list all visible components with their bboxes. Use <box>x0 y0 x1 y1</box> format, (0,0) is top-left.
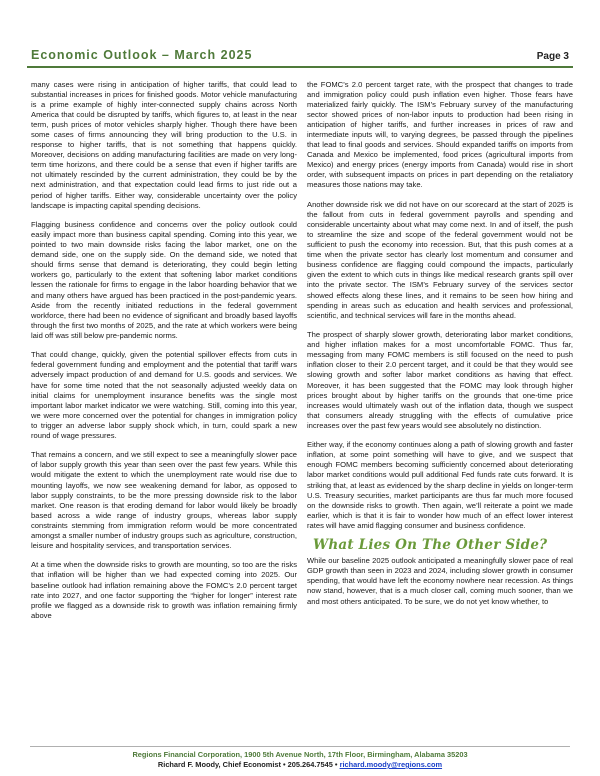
paragraph: Another downside risk we did not have on our scorecard at the start of 2025 is the fallout from cuts in federal government payrolls and spending and considerable uncertainty about what may come next. In and of itself, the push to streamline the size and scope of the federal government would not be sufficient to push the economy into recession. But, that this push comes at a time when the private sector has clearly lost momentum and consumer and business confidence are flagging could compound the impacts, particularly given the extent to which cuts in things like medical research grants spill over into the private sector. The ISM’s February survey of the services sector showed effects along these lines, and it remains to be seen how hiring and spending in areas such as education and health services and professional, scientific, and technical services will fare in the months ahead. <box>307 200 573 320</box>
paragraph: That could change, quickly, given the potential spillover effects from cuts in federal government funding and employment and the potential that tariff wars adversely impact production of and demand for U.S. goods and services. We have for some time noted that the not seasonally adjusted weekly data on initial claims for unemployment insurance benefits was the single most important labor market indicator we were watching. Still, coming into this year, we were more concerned over the potential for changes in immigration policy to trigger an adverse labor supply shock which, in turn, could spark a new round of wage pressures. <box>31 350 297 440</box>
footer-address: Regions Financial Corporation, 1900 5th Avenue North, 17th Floor, Birmingham, Alabama 35203 <box>132 750 468 759</box>
page-header <box>27 42 573 68</box>
paragraph: Flagging business confidence and concerns over the policy outlook could easily impact more than business capital spending. Coming into this year, we pointed to two main downside risks facing the labor market, one on the demand side, one on the supply side. On the demand side, we noted that should firms sense that demand is deteriorating, they could begin letting workers go, particularly to the extent that softening labor market conditions lessen the rationale for firms to engage in the labor hoarding behavior that we and many others have argued has been practiced in the post-pandemic years. Aside from the recently initiated reductions in the federal government workforce, there had been no evidence of significant and broadly based layoffs through the first two months of 2025, and the rate at which workers were being laid off was still below pre-pandemic norms. <box>31 220 297 340</box>
email-link[interactable]: richard.moody@regions.com <box>339 760 443 769</box>
paragraph: The prospect of sharply slower growth, deteriorating labor market conditions, and higher inflation makes for a most uncomfortable FOMC. Thus far, messaging from many FOMC members is still focused on the need to push inflation closer to their 2.0 percent target, and it could be that they would see slowing growth and softer labor market conditions as having that effect. Moreover, it has been suggested that the FOMC may look through higher prices brought about by higher tariffs on the grounds that one-time price increases would ultimately wash out of the inflation data, though we suspect that consumers already struggling with the effects of cumulative price increases over the past few years would see absolutely no distinction. <box>307 330 573 430</box>
paragraph: the FOMC’s 2.0 percent target rate, with the prospect that changes to trade and immigration policy could push inflation even higher. Those fears have materialized fairly quickly. The ISM’s February survey of the manufacturing sector showed prices of non-labor inputs to production had been rising in anticipation of higher tariffs, and further increases in prices of raw and intermediate inputs will, to varying degrees, be passed through the pipelines that lead to final goods and services. Should expanded tariffs on imports from Canada and Mexico be implemented, food prices (agricultural imports from Mexico) and energy prices (energy imports from Canada) would rise in short order, with subsequent impacts on prices in part depending on the retaliatory measures those nations may take. <box>307 80 573 190</box>
paragraph: Either way, if the economy continues along a path of slowing growth and faster inflation, at some point something will have to give, and we suspect that enough FOMC members becoming sufficiently concerned about deteriorating labor market conditions would pull additional Fed funds rate cuts forward. It is striking that, at least as evidenced by the sharp decline in yields on longer-term U.S. Treasury securities, market participants are thus far much more focused on the downside risks to growth. Then again, we’ll reiterate a point we made earlier, which is that it is fair to wonder how much of an effect lower interest rates will have amid flagging consumer and business confidence. <box>307 440 573 530</box>
footer-contact-text: Richard F. Moody, Chief Economist • 205.264.7545 • <box>157 760 340 769</box>
right-column <box>307 80 573 607</box>
footer-contact <box>30 760 570 770</box>
paragraph: At a time when the downside risks to growth are mounting, so too are the risks that inflation will be higher than we had expected coming into 2025. Our baseline outlook had inflation remaining above the FOMC’s 2.0 percent target rate into 2027, and one factor supporting the “higher for longer” interest rate profile we flagged as a downside risk to growth was inflation remaining firmly above <box>31 560 297 620</box>
paragraph: While our baseline 2025 outlook anticipated a meaningfully slower pace of real GDP growth than seen in 2023 and 2024, including slower growth in consumer spending, that would have left the economy nowhere near recession. As things now stand, however, that is a much closer call, coming much sooner, than we and most others anticipated. To be sure, we do not yet know whether, to <box>307 556 573 606</box>
page-number: Page 3 <box>536 51 569 62</box>
paragraph: many cases were rising in anticipation of higher tariffs, that could lead to substantial increases in prices for finished goods. Motor vehicle manufacturing is a prime example of highly inter-connected supply chains across North America that could be disrupted by tariffs, which figures to, at least in the near term, push prices of motor vehicles sharply higher. Though there have been some cases of firms announcing they will bring production to the U.S. in response to higher tariffs, that is not something that happens quickly. Moreover, decisions on adding manufacturing facilities are made on very long-term time horizons, and there could be a sense that even if higher tariffs are not ultimately rescinded by the current administration, they could be by the next administration, and that expectation could lead firms to just ride out a period of higher tariffs. Either way, considerable uncertainty over the policy landscape is impacting capital spending decisions. <box>31 80 297 210</box>
report-title: Economic Outlook – March 2025 <box>31 48 253 62</box>
paragraph: That remains a concern, and we still expect to see a meaningfully slower pace of labor supply growth this year than seen over the past few years. While this would mitigate the extent to which the unemployment rate would rise due to mounting layoffs, we now see weakening demand for labor, as opposed to labor supply constraints, to be the more pressing downside risk to the labor market. One reason is that eroding demand for labor would likely be broadly based across a wide range of industry groups, whereas labor supply constraints stemming from immigration reform would be more concentrated amongst a smaller number of industry groups such as agriculture, construction, leisure and hospitality services, and transportation services. <box>31 450 297 550</box>
left-column <box>31 80 297 621</box>
page-footer <box>30 746 570 770</box>
section-heading: What Lies On The Other Side? <box>313 537 548 554</box>
